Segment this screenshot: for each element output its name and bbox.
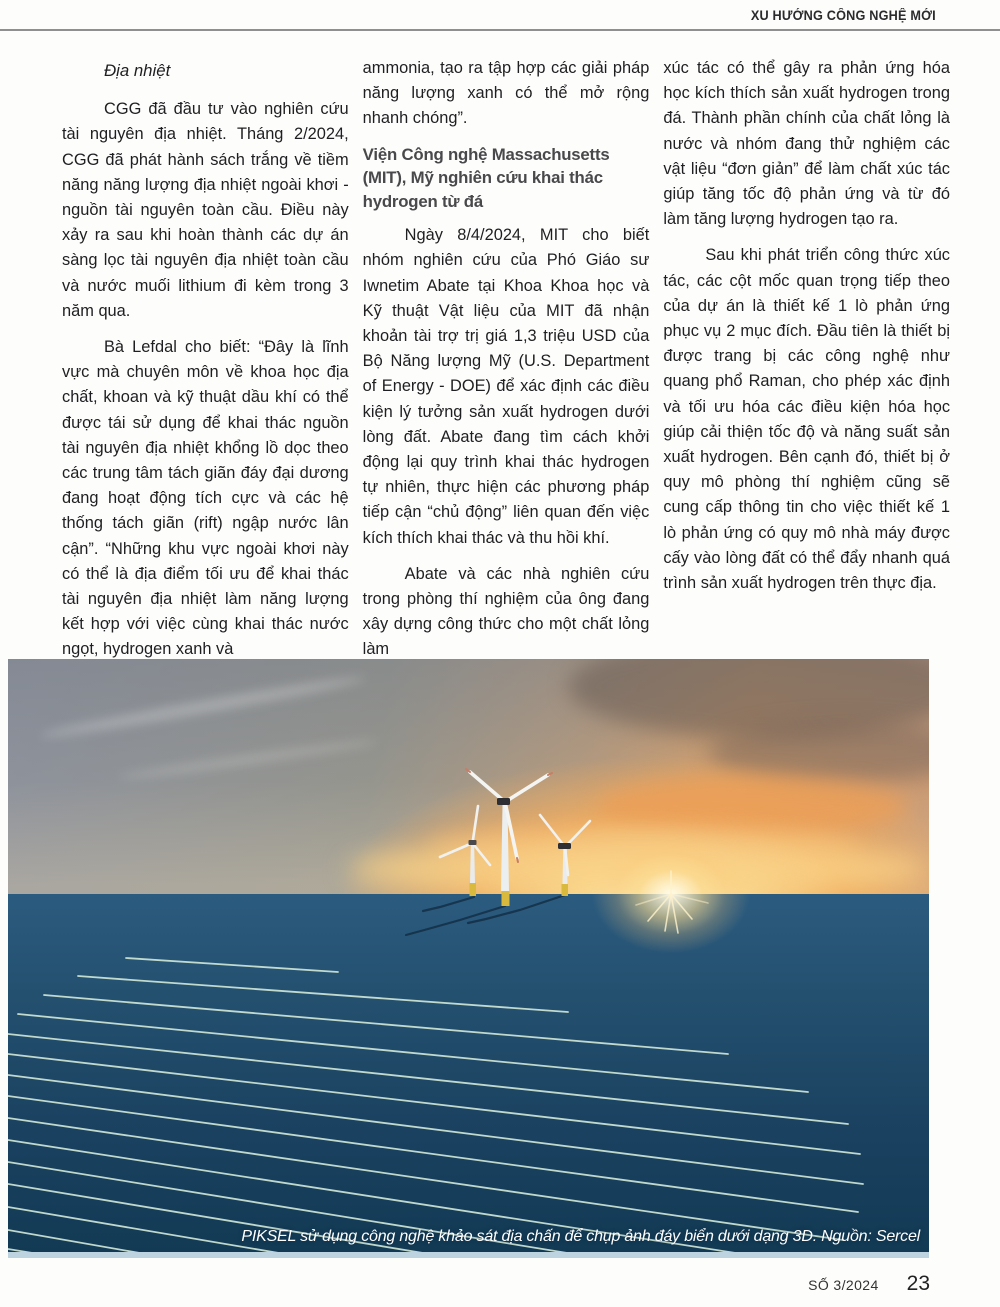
turbine-shadows [406, 895, 565, 935]
running-header-title: XU HƯỚNG CÔNG NGHỆ MỚI [750, 8, 936, 23]
column-left [62, 56, 349, 674]
wind-turbine-right [540, 815, 590, 896]
column-middle [363, 56, 650, 674]
page-footer [808, 1272, 930, 1296]
paragraph: Sau khi phát triển công thức xúc tác, các cột mốc quan trọng tiếp theo của dự án là thiết kế 1 lò phản ứng phục vụ 2 mục đích. Đầu tiên là thiết bị được trang bị các công nghệ như quang phổ Raman, cho phép xác định và tối ưu hóa các điều kiện hóa học giúp cải thiện tốc độ và năng suất sản xuất hydrogen. Bên cạnh đó, thiết bị ở quy mô phòng thí nghiệm cũng sẽ cung cấp thông tin cho việc thiết kế 1 lò phản ứng có quy mô nhà máy được cấy vào lòng đất có thể đẩy nhanh quá trình sản xuất hydrogen trên thực địa. [663, 246, 951, 593]
photo-offshore-seismic-survey [8, 659, 929, 1258]
figure-bottom-strip [8, 1252, 929, 1258]
header-rule [0, 29, 1000, 31]
column-right [663, 56, 950, 674]
page-number: 23 [906, 1272, 930, 1295]
wind-turbine-left [440, 806, 490, 896]
section-heading-geothermal: Địa nhiệt [104, 61, 171, 80]
paragraph: Bà Lefdal cho biết: “Đây là lĩnh vực mà chuyên môn về khoa học địa chất, khoan và kỹ thuật dầu khí có thể được tái sử dụng để khai thác nguồn tài nguyên địa nhiệt khổng lồ dọc theo các trung tâm tách giãn đáy đại dương đang hoạt động tích cực và các hệ thống tách giãn (rift) ngập nước lân cận”. “Những khu vực ngoài khơi này có thể là địa điểm tối ưu để khai thác tài nguyên địa nhiệt làm năng lượng kết hợp với việc cùng khai thác nước ngọt, hydrogen xanh và [62, 338, 349, 659]
paragraph: Ngày 8/4/2024, MIT cho biết nhóm nghiên cứu của Phó Giáo sư Iwnetim Abate tại Khoa Khoa học và Kỹ thuật Vật liệu của MIT đã nhận khoản tài trợ trị giá 1,3 triệu USD của Bộ Năng lượng Mỹ (U.S. Department of Energy - DOE) để xác định các điều kiện lý tưởng sản xuất hydrogen dưới lòng đất. Abate đang tìm cách khởi động lại quy trình khai thác hydrogen tự nhiên, thực hiện các phương pháp tiếp cận “chủ động” liên quan đến việc kích thích khai thác và thu hồi khí. [362, 226, 650, 547]
seismic-streamer-lines [8, 958, 863, 1258]
issue-label: SỐ 3/2024 [808, 1277, 879, 1293]
figure-overlay-graphics [8, 659, 929, 1258]
section-subhead-mit: Viện Công nghệ Massachusetts (MIT), Mỹ nghiên cứu khai thác hydrogen từ đá [362, 144, 610, 211]
paragraph: CGG đã đầu tư vào nghiên cứu tài nguyên địa nhiệt. Tháng 2/2024, CGG đã phát hành sách trắng về tiềm năng năng lượng địa nhiệt ngoài khơi - nguồn tài nguyên toàn cầu. Điều này xảy ra sau khi hoàn thành các dự án sàng lọc tài nguyên địa nhiệt toàn cầu và nước muối lithium đi kèm trong 3 năm qua. [62, 100, 349, 320]
sun-rays [636, 871, 708, 933]
article-body [62, 56, 950, 674]
paragraph: Abate và các nhà nghiên cứu trong phòng thí nghiệm của ông đang xây dựng công thức cho một chất lỏng làm [362, 564, 650, 659]
paragraph-continuation: ammonia, tạo ra tập hợp các giải pháp năng lượng xanh có thể mở rộng nhanh chóng”. [362, 59, 650, 128]
figure-caption: PIKSEL sử dụng công nghệ khảo sát địa chấn để chụp ảnh đáy biển dưới dạng 3D. Nguồn: Sercel [241, 1228, 920, 1245]
paragraph-continuation: xúc tác có thể gây ra phản ứng hóa học kích thích sản xuất hydrogen trong đá. Thành phần chính của chất lỏng là nước và nhóm đang thử nghiệm các vật liệu “đơn giản” để làm chất xúc tác giúp tăng tốc độ phản ứng và từ đó làm tăng lượng hydrogen tạo ra. [663, 59, 951, 229]
wind-turbine-large [466, 769, 552, 906]
